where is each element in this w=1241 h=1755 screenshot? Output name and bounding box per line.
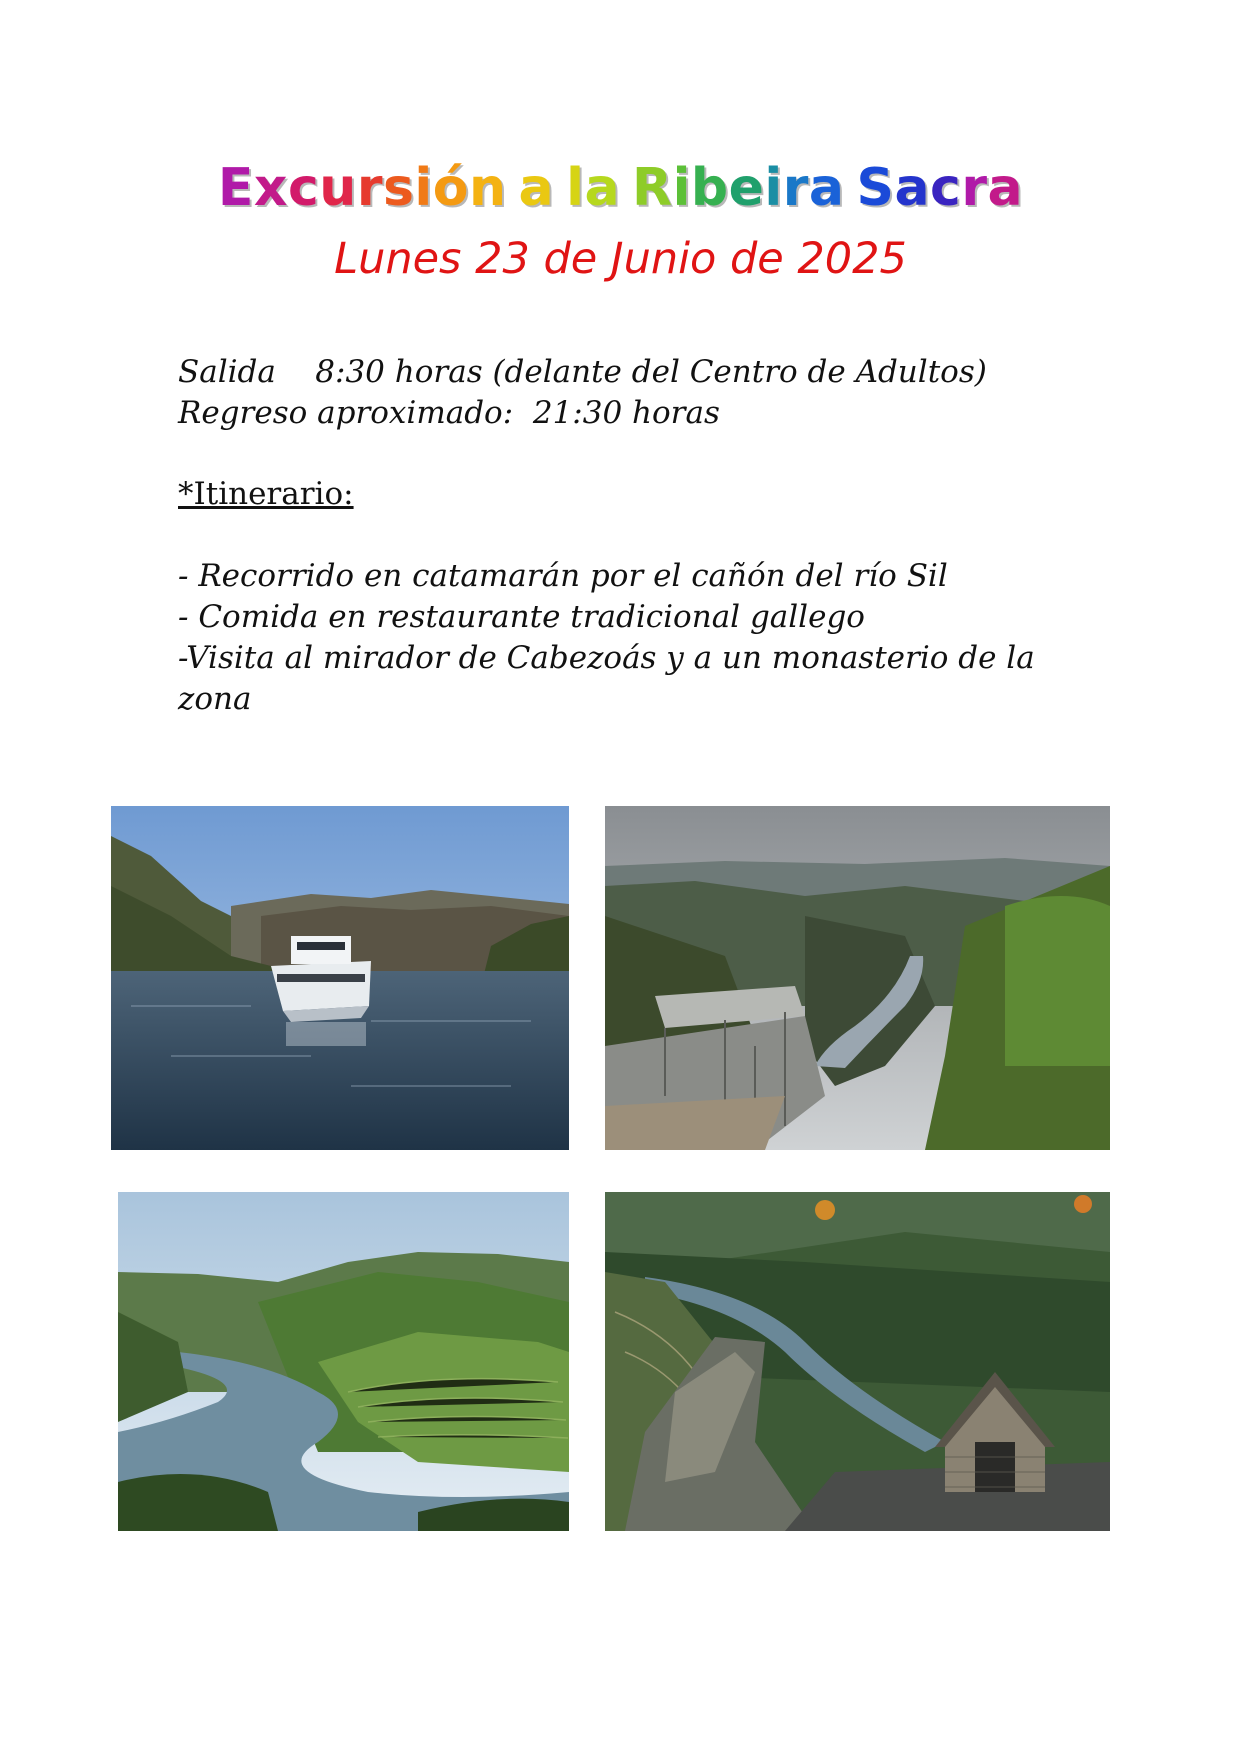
schedule [178, 352, 1078, 434]
itinerary-item: - Recorrido en catamarán por el cañón del río Sil [178, 558, 948, 594]
itinerary-heading: *Itinerario: [178, 476, 354, 512]
photo-viewpoint [605, 806, 1110, 1150]
photo-canyon-hut [605, 1192, 1110, 1531]
title-word: Ribeira [632, 158, 845, 218]
title-word: a [518, 158, 555, 218]
title-word: la [566, 158, 621, 218]
page-title [0, 158, 1241, 218]
photo-river-meander [118, 1192, 569, 1531]
itinerary-item: -Visita al mirador de Cabezoás y a un monasterio de la zona [178, 640, 1035, 717]
return-line: Regreso aproximado: 21:30 horas [178, 395, 720, 431]
photo-catamaran [111, 806, 569, 1150]
departure-line: Salida 8:30 horas (delante del Centro de Adultos) [178, 354, 987, 390]
title-word: Sacra [856, 158, 1024, 218]
itinerary-list [178, 556, 1078, 720]
itinerary-item: - Comida en restaurante tradicional gallego [178, 599, 865, 635]
event-date: Lunes 23 de Junio de 2025 [334, 234, 907, 284]
title-word: Excursión [217, 158, 507, 218]
